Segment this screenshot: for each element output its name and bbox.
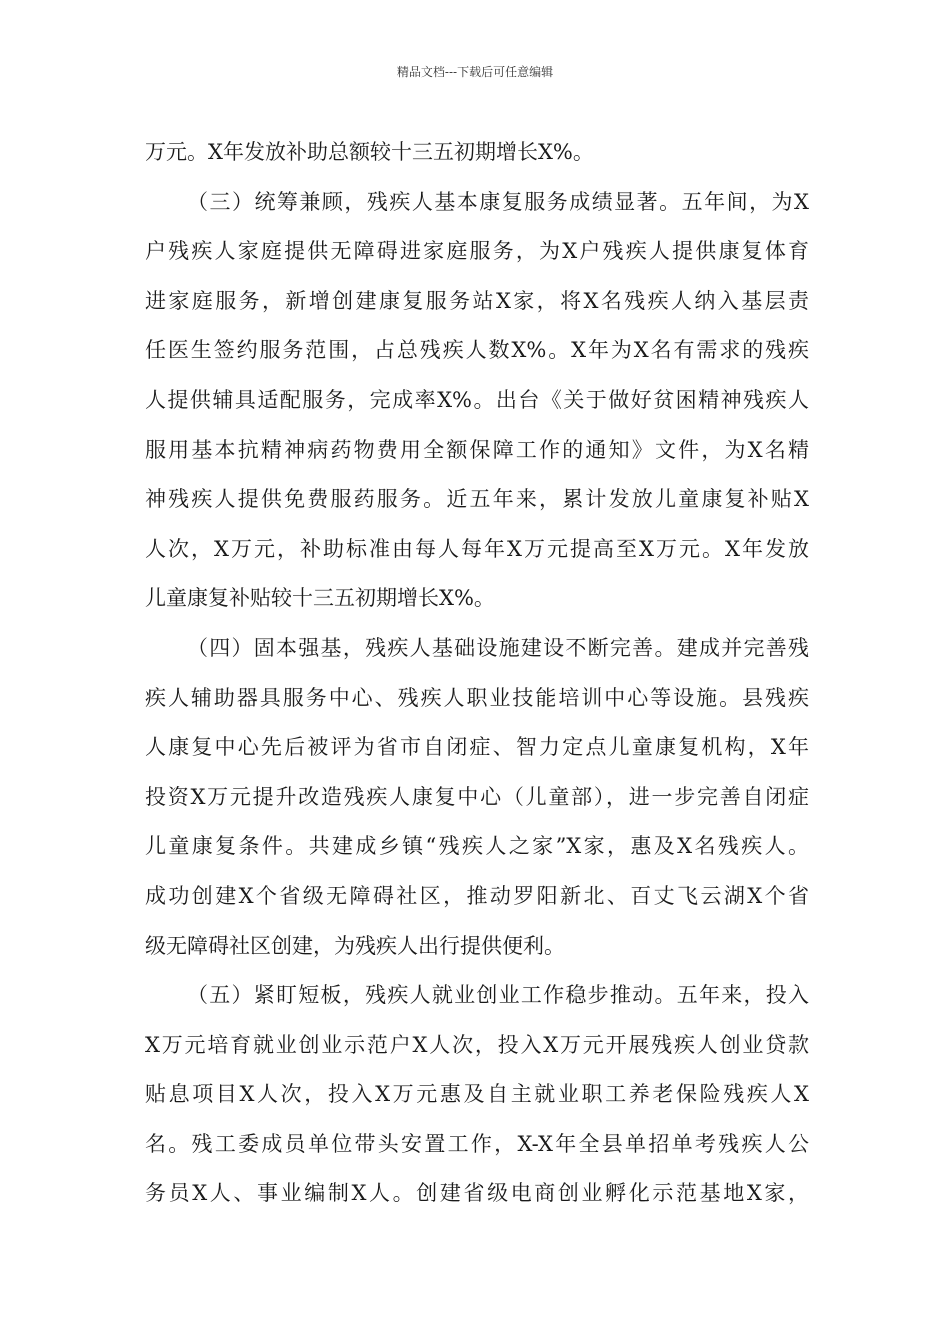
paragraph-line: 进家庭服务，新增创建康复服务站X家，将X名残疾人纳入基层责 — [145, 288, 809, 313]
paragraph-line: 疾人辅助器具服务中心、残疾人职业技能培训中心等设施。县残疾 — [145, 685, 809, 710]
paragraph-line: 儿童康复补贴较十三五初期增长X%。 — [145, 586, 495, 611]
paragraph-line: 儿童康复条件。共建成乡镇“残疾人之家”X家，惠及X名残疾人。 — [145, 834, 809, 859]
page-header: 精品文档---下载后可任意编辑 — [396, 65, 554, 79]
paragraph-line: 神残疾人提供免费服药服务。近五年来，累计发放儿童康复补贴X — [145, 487, 809, 512]
document-body — [145, 128, 809, 1219]
paragraph-line: 级无障碍社区创建，为残疾人出行提供便利。 — [145, 933, 565, 958]
paragraph-line: 服用基本抗精神病药物费用全额保障工作的通知》文件，为X名精 — [145, 437, 809, 462]
paragraph-line: 务员X人、事业编制X人。创建省级电商创业孵化示范基地X家， — [145, 1181, 809, 1206]
paragraph-line: （三）统筹兼顾，残疾人基本康复服务成绩显著。五年间，为X — [187, 189, 809, 214]
paragraph-line: 成功创建X个省级无障碍社区，推动罗阳新北、百丈飞云湖X个省 — [145, 883, 809, 908]
paragraph-line: 人提供辅具适配服务，完成率X%。出台《关于做好贫困精神残疾人 — [145, 387, 809, 412]
paragraph-line: 万元。X年发放补助总额较十三五初期增长X%。 — [145, 140, 594, 164]
paragraph-line: 人康复中心先后被评为省市自闭症、智力定点儿童康复机构，X年 — [145, 735, 809, 760]
paragraph-line: 人次，X万元，补助标准由每人每年X万元提高至X万元。X年发放 — [145, 536, 809, 561]
paragraph-line: （四）固本强基，残疾人基础设施建设不断完善。建成并完善残 — [187, 635, 809, 660]
paragraph-line: 任医生签约服务范围，占总残疾人数X%。X年为X名有需求的残疾 — [145, 338, 809, 363]
paragraph-line: 贴息项目X人次，投入X万元惠及自主就业职工养老保险残疾人X — [145, 1082, 809, 1107]
paragraph-line: （五）紧盯短板，残疾人就业创业工作稳步推动。五年来，投入 — [187, 983, 809, 1008]
paragraph-line: 投资X万元提升改造残疾人康复中心（儿童部），进一步完善自闭症 — [145, 784, 809, 809]
paragraph-line: 名。残工委成员单位带头安置工作，X-X年全县单招单考残疾人公 — [145, 1131, 809, 1156]
paragraph-line: 户残疾人家庭提供无障碍进家庭服务，为X户残疾人提供康复体育 — [145, 239, 809, 264]
paragraph-line: X万元培育就业创业示范户X人次，投入X万元开展残疾人创业贷款 — [145, 1032, 809, 1057]
